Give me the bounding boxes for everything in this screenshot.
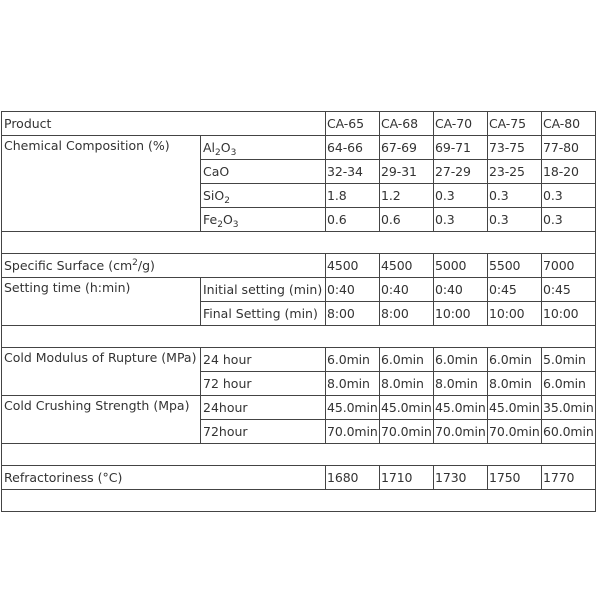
value-cell: 70.0min	[326, 420, 380, 444]
table-row	[2, 278, 596, 302]
value-cell: 18-20	[542, 160, 596, 184]
grade-header: CA-65	[326, 112, 380, 136]
value-cell: 1770	[542, 466, 596, 490]
value-cell: 0:45	[488, 278, 542, 302]
value-cell: 45.0min	[434, 396, 488, 420]
value-cell: 73-75	[488, 136, 542, 160]
value-cell: 6.0min	[380, 348, 434, 372]
cold-modulus-label: Cold Modulus of Rupture (MPa)	[2, 348, 201, 396]
value-cell: 45.0min	[326, 396, 380, 420]
value-cell: 0:45	[542, 278, 596, 302]
value-cell: 1710	[380, 466, 434, 490]
grade-header: CA-70	[434, 112, 488, 136]
table-row	[2, 466, 596, 490]
sub-label: 72hour	[201, 420, 326, 444]
table-row	[2, 254, 596, 278]
table-row	[2, 136, 596, 160]
table-row	[2, 396, 596, 420]
value-cell: 70.0min	[488, 420, 542, 444]
value-cell: 45.0min	[488, 396, 542, 420]
value-cell: 8.0min	[488, 372, 542, 396]
value-cell: 67-69	[380, 136, 434, 160]
value-cell: 64-66	[326, 136, 380, 160]
separator-cell	[2, 232, 596, 254]
value-cell: 8.0min	[380, 372, 434, 396]
specification-table	[1, 111, 596, 512]
chemical-composition-label: Chemical Composition (%)	[2, 136, 201, 232]
value-cell: 4500	[380, 254, 434, 278]
value-cell: 0.3	[488, 208, 542, 232]
separator-cell	[2, 490, 596, 512]
product-header: Product	[2, 112, 326, 136]
value-cell: 35.0min	[542, 396, 596, 420]
value-cell: 70.0min	[434, 420, 488, 444]
value-cell: 1.8	[326, 184, 380, 208]
separator-cell	[2, 444, 596, 466]
value-cell: 10:00	[488, 302, 542, 326]
grade-header: CA-68	[380, 112, 434, 136]
sub-label: 72 hour	[201, 372, 326, 396]
cold-crushing-label: Cold Crushing Strength (Mpa)	[2, 396, 201, 444]
setting-time-label: Setting time (h:min)	[2, 278, 201, 326]
specific-surface-label: Specific Surface $(cm^2/g)$	[2, 254, 326, 278]
sub-label: 24 hour	[201, 348, 326, 372]
value-cell: 6.0min	[326, 348, 380, 372]
separator-cell	[2, 326, 596, 348]
value-cell: 0.6	[380, 208, 434, 232]
value-cell: 7000	[542, 254, 596, 278]
value-cell: 5000	[434, 254, 488, 278]
value-cell: 77-80	[542, 136, 596, 160]
formula-cell: SiO$_2$	[201, 184, 326, 208]
value-cell: 70.0min	[380, 420, 434, 444]
value-cell: 0.3	[542, 208, 596, 232]
value-cell: 6.0min	[542, 372, 596, 396]
value-cell: 45.0min	[380, 396, 434, 420]
refractoriness-label: Refractoriness (°C)	[2, 466, 326, 490]
header-row	[2, 112, 596, 136]
sub-label: Initial setting (min)	[201, 278, 326, 302]
separator-row	[2, 444, 596, 466]
separator-row	[2, 326, 596, 348]
value-cell: 6.0min	[434, 348, 488, 372]
sub-label: Final Setting (min)	[201, 302, 326, 326]
value-cell: 0.3	[434, 208, 488, 232]
value-cell: 27-29	[434, 160, 488, 184]
value-cell: 8.0min	[434, 372, 488, 396]
value-cell: 69-71	[434, 136, 488, 160]
value-cell: 6.0min	[488, 348, 542, 372]
value-cell: 4500	[326, 254, 380, 278]
grade-header: CA-75	[488, 112, 542, 136]
formula-cell: CaO	[201, 160, 326, 184]
value-cell: 1680	[326, 466, 380, 490]
formula-cell: $Fe_2O_3$	[201, 208, 326, 232]
value-cell: 0.3	[488, 184, 542, 208]
value-cell: 60.0min	[542, 420, 596, 444]
value-cell: 0:40	[380, 278, 434, 302]
value-cell: 29-31	[380, 160, 434, 184]
formula-cell: $Al_2O_3$	[201, 136, 326, 160]
value-cell: 0.3	[542, 184, 596, 208]
separator-row	[2, 232, 596, 254]
value-cell: 8:00	[326, 302, 380, 326]
value-cell: 5500	[488, 254, 542, 278]
value-cell: 32-34	[326, 160, 380, 184]
value-cell: 10:00	[434, 302, 488, 326]
sub-label: 24hour	[201, 396, 326, 420]
value-cell: 8.0min	[326, 372, 380, 396]
value-cell: 10:00	[542, 302, 596, 326]
value-cell: 0.6	[326, 208, 380, 232]
value-cell: 0.3	[434, 184, 488, 208]
value-cell: 0:40	[326, 278, 380, 302]
separator-row	[2, 490, 596, 512]
table-row	[2, 348, 596, 372]
value-cell: 8:00	[380, 302, 434, 326]
value-cell: 0:40	[434, 278, 488, 302]
value-cell: 23-25	[488, 160, 542, 184]
value-cell: 1730	[434, 466, 488, 490]
value-cell: 1750	[488, 466, 542, 490]
grade-header: CA-80	[542, 112, 596, 136]
value-cell: 5.0min	[542, 348, 596, 372]
value-cell: 1.2	[380, 184, 434, 208]
